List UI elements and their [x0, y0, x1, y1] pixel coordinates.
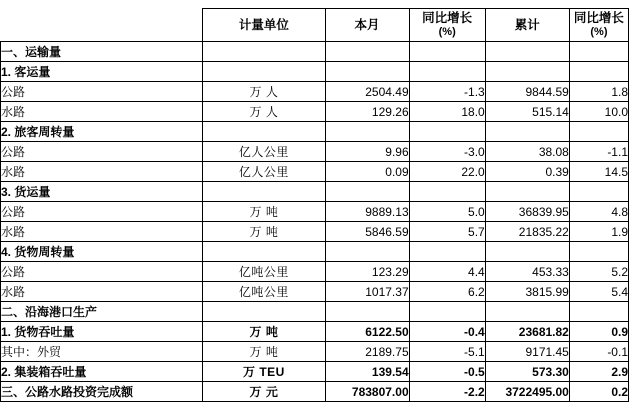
row-total-value [485, 42, 569, 62]
row-label: 一、运输量 [1, 42, 203, 62]
row-month-growth [409, 122, 485, 142]
row-month-value: 129.26 [325, 102, 409, 122]
row-label: 2. 旅客周转量 [1, 122, 203, 142]
row-label: 二、沿海港口生产 [1, 302, 203, 322]
transport-statistics-table [0, 8, 629, 402]
row-total-growth [569, 122, 628, 142]
row-month-growth: -0.4 [409, 322, 485, 342]
row-month-growth: -1.3 [409, 82, 485, 102]
row-unit: 亿吨公里 [203, 282, 325, 302]
row-total-value: 38.08 [485, 142, 569, 162]
row-label: 其中：外贸 [1, 342, 203, 362]
row-total-growth: 5.4 [569, 282, 628, 302]
row-total-value [485, 302, 569, 322]
table-row [1, 122, 629, 142]
row-total-value: 9844.59 [485, 82, 569, 102]
table-row [1, 242, 629, 262]
row-unit: 亿人公里 [203, 142, 325, 162]
row-month-value [325, 242, 409, 262]
row-total-growth: -0.1 [569, 342, 628, 362]
row-total-growth [569, 62, 628, 82]
header-cell-total: 累计 [485, 9, 569, 42]
header-cell-month: 本月 [325, 9, 409, 42]
row-total-value: 453.33 [485, 262, 569, 282]
row-label: 三、公路水路投资完成额 [1, 382, 203, 402]
row-month-growth: 4.4 [409, 262, 485, 282]
row-total-growth [569, 182, 628, 202]
table-header-row [1, 9, 629, 42]
row-month-value: 9.96 [325, 142, 409, 162]
table-row [1, 82, 629, 102]
row-unit: 万 吨 [203, 322, 325, 342]
table-body [1, 42, 629, 402]
header-growth-month-main: 同比增长 [422, 11, 473, 25]
row-total-value: 23681.82 [485, 322, 569, 342]
row-month-growth [409, 182, 485, 202]
row-month-growth [409, 242, 485, 262]
row-total-growth: 0.9 [569, 322, 628, 342]
row-unit: 万 吨 [203, 202, 325, 222]
row-label: 水路 [1, 222, 203, 242]
row-month-value: 9889.13 [325, 202, 409, 222]
table-row [1, 42, 629, 62]
row-label: 2. 集装箱吞吐量 [1, 362, 203, 382]
row-month-value: 139.54 [325, 362, 409, 382]
table-row [1, 202, 629, 222]
row-total-growth: 2.9 [569, 362, 628, 382]
row-total-value: 515.14 [485, 102, 569, 122]
row-unit: 万 TEU [203, 362, 325, 382]
header-cell-growth-total [569, 9, 628, 42]
row-total-value: 21835.22 [485, 222, 569, 242]
row-label: 水路 [1, 102, 203, 122]
row-month-value: 123.29 [325, 262, 409, 282]
row-label: 公路 [1, 82, 203, 102]
row-total-value: 573.30 [485, 362, 569, 382]
row-month-value: 1017.37 [325, 282, 409, 302]
row-month-growth: -5.1 [409, 342, 485, 362]
row-label: 3. 货运量 [1, 182, 203, 202]
row-label: 水路 [1, 162, 203, 182]
header-cell-unit: 计量单位 [203, 9, 325, 42]
row-month-value: 2504.49 [325, 82, 409, 102]
row-unit: 万 元 [203, 382, 325, 402]
row-total-growth: 14.5 [569, 162, 628, 182]
row-month-growth: 5.0 [409, 202, 485, 222]
row-total-value [485, 62, 569, 82]
row-label: 1. 货物吞吐量 [1, 322, 203, 342]
header-cell-label [1, 9, 203, 42]
row-label: 公路 [1, 202, 203, 222]
header-cell-growth-month [409, 9, 485, 42]
row-label: 1. 客运量 [1, 62, 203, 82]
row-total-value: 3815.99 [485, 282, 569, 302]
row-month-growth: -3.0 [409, 142, 485, 162]
table-row [1, 362, 629, 382]
table-row [1, 162, 629, 182]
row-label: 水路 [1, 282, 203, 302]
row-month-growth: 6.2 [409, 282, 485, 302]
row-total-growth [569, 242, 628, 262]
row-total-value [485, 242, 569, 262]
row-total-growth: 10.0 [569, 102, 628, 122]
table-row [1, 342, 629, 362]
row-unit: 万 人 [203, 82, 325, 102]
row-month-value: 5846.59 [325, 222, 409, 242]
row-unit [203, 242, 325, 262]
row-month-value [325, 182, 409, 202]
row-unit: 亿人公里 [203, 162, 325, 182]
row-month-value [325, 122, 409, 142]
row-month-value: 2189.75 [325, 342, 409, 362]
row-total-growth: 1.8 [569, 82, 628, 102]
row-month-growth [409, 62, 485, 82]
table-row [1, 62, 629, 82]
row-unit: 万 吨 [203, 342, 325, 362]
table-row [1, 302, 629, 322]
row-unit: 万 吨 [203, 222, 325, 242]
row-month-growth: 18.0 [409, 102, 485, 122]
header-growth-month-unit: (%) [438, 26, 456, 38]
row-month-value [325, 42, 409, 62]
row-label: 公路 [1, 142, 203, 162]
row-total-growth: 0.2 [569, 382, 628, 402]
row-month-value [325, 302, 409, 322]
row-month-growth [409, 42, 485, 62]
row-unit [203, 302, 325, 322]
row-unit: 亿吨公里 [203, 262, 325, 282]
row-total-value: 3722495.00 [485, 382, 569, 402]
table-row [1, 262, 629, 282]
row-unit [203, 42, 325, 62]
row-total-value: 9171.45 [485, 342, 569, 362]
row-month-growth: -0.5 [409, 362, 485, 382]
row-total-value: 36839.95 [485, 202, 569, 222]
table-row [1, 322, 629, 342]
row-month-growth: -2.2 [409, 382, 485, 402]
row-total-growth: -1.1 [569, 142, 628, 162]
row-unit [203, 62, 325, 82]
row-unit: 万 人 [203, 102, 325, 122]
row-total-growth: 4.8 [569, 202, 628, 222]
row-month-value: 783807.00 [325, 382, 409, 402]
row-label: 公路 [1, 262, 203, 282]
row-total-value: 0.39 [485, 162, 569, 182]
table-row [1, 222, 629, 242]
header-growth-total-main: 同比增长 [573, 11, 624, 25]
table-row [1, 282, 629, 302]
table-row [1, 382, 629, 402]
row-month-value [325, 62, 409, 82]
row-total-value [485, 122, 569, 142]
row-total-growth: 5.2 [569, 262, 628, 282]
header-growth-total-unit: (%) [590, 26, 608, 38]
table-row [1, 142, 629, 162]
row-total-growth [569, 42, 628, 62]
row-total-growth: 1.9 [569, 222, 628, 242]
row-total-value [485, 182, 569, 202]
row-unit [203, 182, 325, 202]
row-month-growth [409, 302, 485, 322]
row-month-value: 0.09 [325, 162, 409, 182]
row-label: 4. 货物周转量 [1, 242, 203, 262]
row-month-growth: 22.0 [409, 162, 485, 182]
row-month-growth: 5.7 [409, 222, 485, 242]
row-month-value: 6122.50 [325, 322, 409, 342]
table-row [1, 182, 629, 202]
row-unit [203, 122, 325, 142]
row-total-growth [569, 302, 628, 322]
table-row [1, 102, 629, 122]
statistics-sheet [0, 8, 629, 414]
